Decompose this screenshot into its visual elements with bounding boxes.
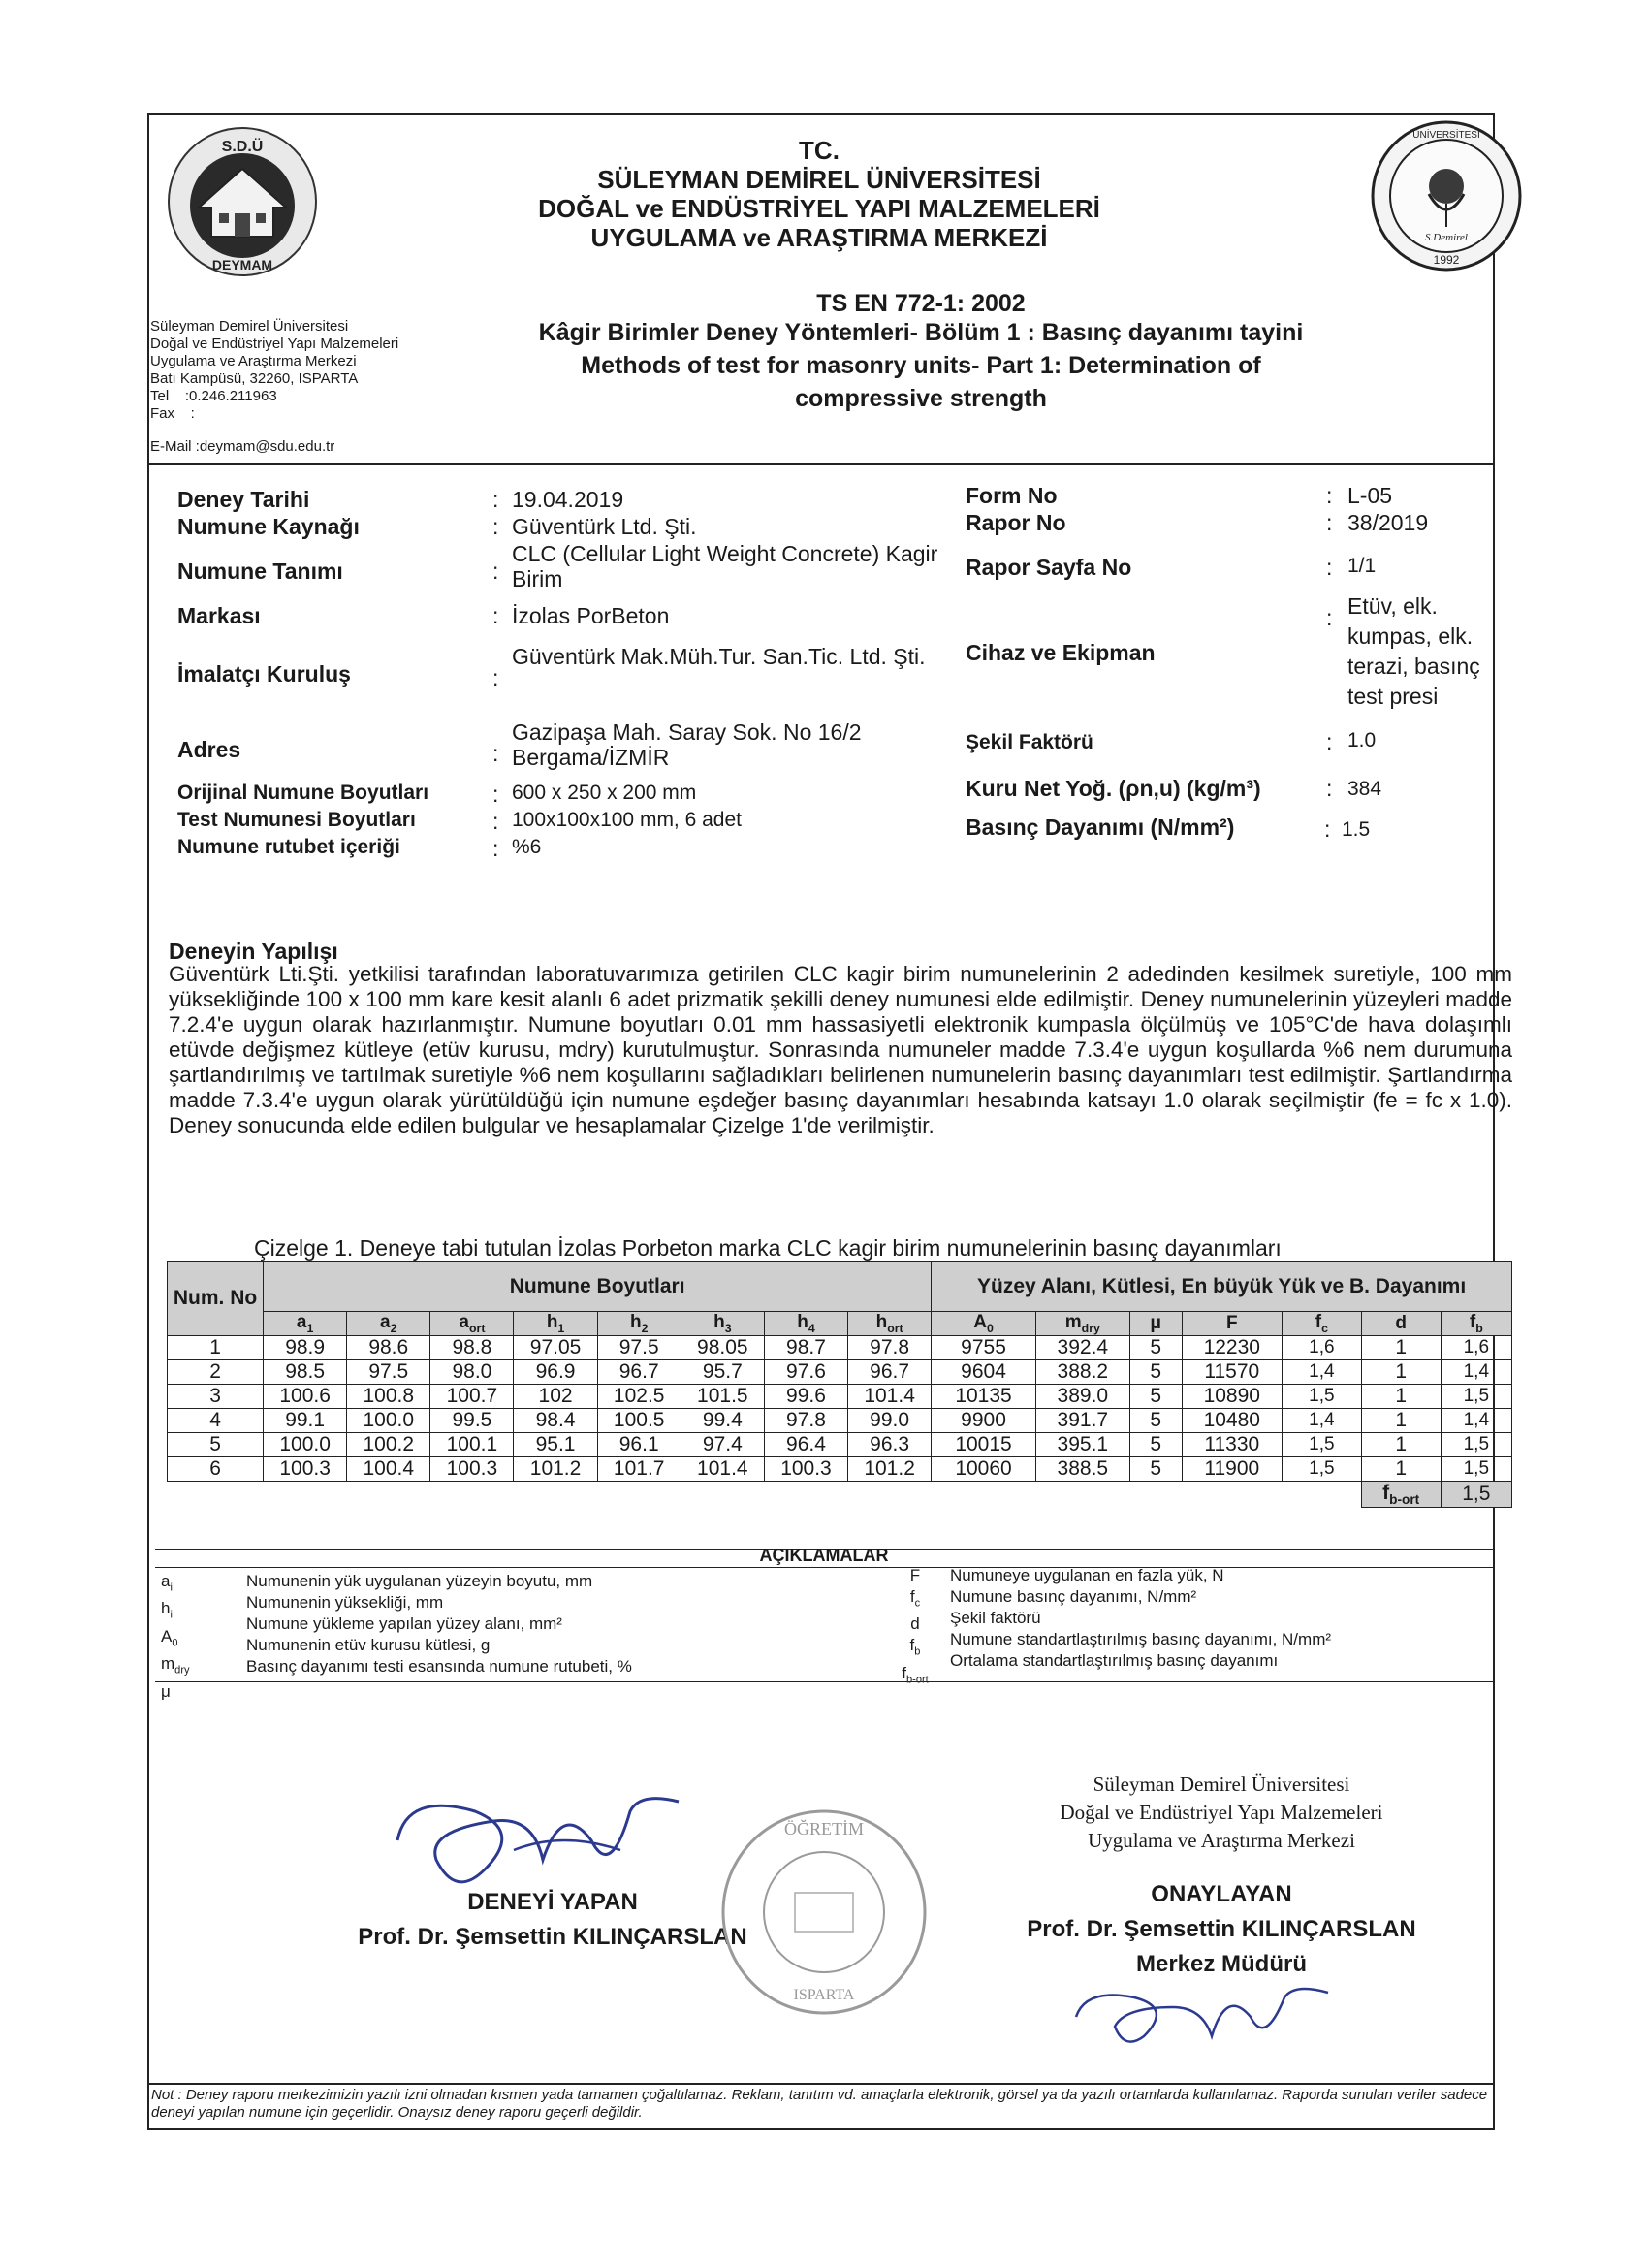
colon: : (492, 809, 499, 834)
table-cell: 99.0 (848, 1408, 932, 1432)
fb-ort-label: $f_{b-ort}$ (1361, 1481, 1441, 1507)
label-test-boyut: Test Numunesi Boyutları (177, 809, 416, 831)
legend-desc: Numune basınç dayanımı, N/mm² (950, 1587, 1197, 1606)
table-cell: 98.5 (264, 1359, 347, 1384)
legend-left-symbols (161, 1571, 190, 1703)
table-cell: 1 (1361, 1359, 1441, 1384)
label-deney-tarihi: Deney Tarihi (177, 487, 310, 512)
column-header-d: d (1361, 1312, 1441, 1336)
approver-institution (998, 1771, 1444, 1855)
address-fax: Fax : (150, 405, 195, 422)
value-deney-tarihi: 19.04.2019 (512, 487, 624, 512)
table-row (168, 1359, 1512, 1384)
label-rapor-sayfa: Rapor Sayfa No (966, 555, 1132, 580)
label-sekil-faktoru: Şekil Faktörü (966, 731, 1093, 753)
table-cell: 9900 (932, 1408, 1036, 1432)
value-orijinal-boyut: 600 x 250 x 200 mm (512, 782, 697, 804)
standard-title-tr: Kâgir Birimler Deney Yöntemleri- Bölüm 1 : Basınç dayanımı tayini (538, 319, 1304, 346)
table-cell: 6 (168, 1456, 264, 1481)
value-rutubet: %6 (512, 836, 542, 858)
table-cell: 96.3 (848, 1432, 932, 1456)
table-cell: 100.6 (264, 1384, 347, 1408)
right-signatory-name: Prof. Dr. Şemsettin KILINÇARSLAN (1027, 1916, 1416, 1942)
header-num-no: Num. No (168, 1262, 264, 1336)
table-cell: 1,6 (1441, 1335, 1511, 1359)
table-cell: 102.5 (597, 1384, 681, 1408)
column-header-fc: $f_c$ (1282, 1312, 1361, 1336)
table-cell: 10890 (1182, 1384, 1282, 1408)
value-kuru-net-yog: 384 (1347, 778, 1382, 800)
table-cell: 100.2 (347, 1432, 430, 1456)
column-header-mdry: $m_{dry}$ (1035, 1312, 1129, 1336)
procedure-text: Güventürk Lti.Şti. yetkilisi tarafından laboratuvarımıza getirilen CLC kagir birim numunelerinin 2 adedinden kesilmek suretiyle, 100 mm yüksekliğinde 100 x 100 mm kare kesit alanlı 6 adet prizmatik şekilli deney numunesi elde edilmiştir. Deney numunelerinin yüzeyleri madde 7.2.4'e uygun olarak hazırlanmıştır. Numune boyutları 0.01 mm hassasiyetli elektronik kumpasla ölçülmüş ve 105°C'de hava dolaşımlı etüvde değişmez kütleye (etüv kurusu, mdry) kurutulmuştur. Sonrasında numuneler madde 7.3.4'e uygun koşullarda %6 nem durumuna şartlandırılmış ve tartılmak suretiyle %6 nem koşullarını sağladıkları belirlenen numunelerin basınç dayanımları test edilmiştir. Şartlandırma madde 7.3.4'e uygun olarak yürütüldüğü için numune eşdeğer basınç dayanımları hesabında katsayı 1.0 olarak seçilmiştir (fe = fc x 1.0). Deney sonucunda elde edilen bulgular ve hesaplamalar Çizelge 1'de verilmiştir. (169, 962, 1512, 1137)
header-title-2: SÜLEYMAN DEMİREL ÜNİVERSİTESİ (597, 165, 1041, 194)
colon: : (492, 665, 499, 690)
colon: : (1326, 483, 1333, 508)
table-cell: 98.7 (764, 1335, 847, 1359)
colon: : (492, 559, 499, 584)
table-cell: 100.3 (764, 1456, 847, 1481)
legend-sym-a0: $A_0$ (161, 1626, 178, 1649)
value-cihaz: Etüv, elk. kumpas, elk. terazi, basınç test presi (1347, 593, 1480, 709)
table-cell: 100.0 (264, 1432, 347, 1456)
colon: : (492, 603, 499, 628)
table-cell: 97.05 (514, 1335, 597, 1359)
table-cell: 98.4 (514, 1408, 597, 1432)
right-signatory-role: ONAYLAYAN (1151, 1881, 1292, 1907)
table-cell: 101.5 (681, 1384, 764, 1408)
colon: : (492, 487, 499, 512)
table-cell: 391.7 (1035, 1408, 1129, 1432)
table-body (168, 1335, 1512, 1481)
left-signatory-role: DENEYİ YAPAN (467, 1889, 638, 1915)
table-cell: 102 (514, 1384, 597, 1408)
value-rapor-sayfa: 1/1 (1347, 555, 1377, 577)
legend-rule-bottom (155, 1681, 1493, 1682)
table-cell: 3 (168, 1384, 264, 1408)
table-cell: 101.4 (681, 1456, 764, 1481)
value-numune-kaynagi: Güventürk Ltd. Şti. (512, 514, 697, 539)
table-cell: 101.7 (597, 1456, 681, 1481)
header-numune-boyutlari: Numune Boyutları (264, 1262, 932, 1312)
svg-text:ÖĞRETİM: ÖĞRETİM (784, 1819, 864, 1838)
table-cell: 95.1 (514, 1432, 597, 1456)
table-cell: 97.8 (848, 1335, 932, 1359)
header-title-1: TC. (799, 136, 840, 165)
table-cell: 1 (1361, 1432, 1441, 1456)
column-header-h4: $h_4$ (764, 1312, 847, 1336)
table-cell: 1,4 (1441, 1408, 1511, 1432)
colon: : (492, 836, 499, 861)
address-line-2: Doğal ve Endüstriyel Yapı Malzemeleri (150, 335, 399, 352)
legend-sym-d: d (910, 1614, 920, 1634)
table-cell: 96.9 (514, 1359, 597, 1384)
label-numune-tanimi: Numune Tanımı (177, 559, 343, 584)
table-cell: 96.4 (764, 1432, 847, 1456)
university-seal-icon (1369, 118, 1524, 273)
address-phone: Tel :0.246.211963 (150, 388, 277, 404)
standard-code: TS EN 772-1: 2002 (816, 290, 1026, 317)
legend-desc: Numunenin yük uygulanan yüzeyin boyutu, mm (246, 1572, 593, 1590)
header-title-4: UYGULAMA ve ARAŞTIRMA MERKEZİ (590, 223, 1048, 252)
table-cell: 96.7 (848, 1359, 932, 1384)
table-cell: 100.7 (430, 1384, 514, 1408)
table-cell: 100.5 (597, 1408, 681, 1432)
column-header-F: F (1182, 1312, 1282, 1336)
label-imalatci: İmalatçı Kuruluş (177, 661, 351, 687)
legend-desc: Numunenin etüv kurusu kütlesi, g (246, 1636, 491, 1654)
table-cell: 99.4 (681, 1408, 764, 1432)
table-cell: 1,6 (1282, 1335, 1361, 1359)
column-header-fb: $f_b$ (1441, 1312, 1511, 1336)
table-cell: 100.4 (347, 1456, 430, 1481)
table-row (168, 1408, 1512, 1432)
footer-divider (147, 2083, 1495, 2085)
legend-sym-mu: μ (161, 1681, 171, 1701)
table-cell: 100.1 (430, 1432, 514, 1456)
table-cell: 9604 (932, 1359, 1036, 1384)
value-test-boyut: 100x100x100 mm, 6 adet (512, 809, 742, 831)
table-row (168, 1456, 1512, 1481)
table-cell: 392.4 (1035, 1335, 1129, 1359)
table-cell: 101.4 (848, 1384, 932, 1408)
colon: : (1326, 605, 1333, 630)
column-header-h1: $h_1$ (514, 1312, 597, 1336)
table-cell: 11330 (1182, 1432, 1282, 1456)
spacer (168, 1481, 1362, 1507)
table-cell: 1,5 (1282, 1384, 1361, 1408)
legend-desc: Numune yükleme yapılan yüzey alanı, mm² (246, 1614, 562, 1633)
legend-desc: Şekil faktörü (950, 1609, 1041, 1627)
left-signatory-name: Prof. Dr. Şemsettin KILINÇARSLAN (358, 1924, 747, 1950)
table-cell: 11900 (1182, 1456, 1282, 1481)
table-cell: 99.5 (430, 1408, 514, 1432)
value-rapor-no: 38/2019 (1347, 510, 1429, 535)
legend-right-symbols (876, 1565, 954, 1690)
approver-inst-line-3: Uygulama ve Araştırma Merkezi (1088, 1829, 1355, 1852)
svg-text:1992: 1992 (1433, 253, 1460, 267)
value-basinc-dayanimi: 1.5 (1342, 818, 1371, 841)
colon: : (492, 514, 499, 539)
table-cell: 1 (168, 1335, 264, 1359)
svg-text:S.D.Ü: S.D.Ü (221, 139, 264, 155)
value-markasi: İzolas PorBeton (512, 603, 670, 628)
table-cell: 1 (1361, 1456, 1441, 1481)
legend-sym-ai: $a_i$ (161, 1572, 173, 1594)
approver-inst-line-1: Süleyman Demirel Üniversitesi (1093, 1773, 1350, 1796)
results-table (167, 1261, 1512, 1508)
table-cell: 388.5 (1035, 1456, 1129, 1481)
table-cell: 97.5 (597, 1335, 681, 1359)
table-cell: 100.0 (347, 1408, 430, 1432)
svg-text:DEYMAM: DEYMAM (211, 257, 273, 272)
table-cell: 5 (168, 1432, 264, 1456)
column-header-aort: $a_{ort}$ (430, 1312, 514, 1336)
table-caption: Çizelge 1. Deneye tabi tutulan İzolas Porbeton marka CLC kagir birim numunelerinin basınç dayanımları (254, 1235, 1282, 1261)
colon: : (492, 741, 499, 766)
label-orijinal-boyut: Orijinal Numune Boyutları (177, 782, 429, 804)
table-cell: 388.2 (1035, 1359, 1129, 1384)
table-cell: 1,5 (1441, 1456, 1511, 1481)
column-header-A0: $A_0$ (932, 1312, 1036, 1336)
svg-text:S.Demirel: S.Demirel (1425, 232, 1468, 243)
table-cell: 395.1 (1035, 1432, 1129, 1456)
table-cell: 1,4 (1282, 1408, 1361, 1432)
header-divider (147, 463, 1495, 465)
column-header-h3: $h_3$ (681, 1312, 764, 1336)
label-basinc-dayanimi: Basınç Dayanımı (N/mm²) (966, 815, 1235, 840)
table-cell: 1,5 (1282, 1432, 1361, 1456)
table-cell: 99.6 (764, 1384, 847, 1408)
table-cell: 101.2 (848, 1456, 932, 1481)
label-markasi: Markası (177, 603, 261, 628)
column-header-h2: $h_2$ (597, 1312, 681, 1336)
svg-text:ISPARTA: ISPARTA (793, 1987, 855, 2003)
colon: : (1326, 555, 1333, 580)
colon: : (1326, 776, 1333, 801)
table-cell: 101.2 (514, 1456, 597, 1481)
label-form-no: Form No (966, 483, 1058, 508)
table-cell: 11570 (1182, 1359, 1282, 1384)
table-cell: 9755 (932, 1335, 1036, 1359)
legend-sym-fc: $f_c$ (909, 1587, 921, 1610)
table-cell: 10060 (932, 1456, 1036, 1481)
table-cell: 5 (1129, 1456, 1182, 1481)
table-cell: 1,5 (1282, 1456, 1361, 1481)
table-cell: 100.3 (264, 1456, 347, 1481)
header-title-3: DOĞAL ve ENDÜSTRİYEL YAPI MALZEMELERİ (538, 194, 1100, 223)
signature-right-icon (1057, 1968, 1338, 2065)
label-kuru-net-yog: Kuru Net Yoğ. (ρn,u) (kg/m³) (966, 776, 1261, 801)
label-cihaz: Cihaz ve Ekipman (966, 640, 1156, 665)
address-line-1: Süleyman Demirel Üniversitesi (150, 318, 349, 335)
legend-sym-fb: $f_b$ (909, 1636, 921, 1658)
value-form-no: L-05 (1347, 483, 1393, 508)
table-cell: 96.7 (597, 1359, 681, 1384)
table-cell: 12230 (1182, 1335, 1282, 1359)
column-header-μ: μ (1129, 1312, 1182, 1336)
table-cell: 99.1 (264, 1408, 347, 1432)
legend-title: AÇIKLAMALAR (759, 1546, 889, 1565)
colon: : (1326, 510, 1333, 535)
table-cell: 5 (1129, 1384, 1182, 1408)
table-cell: 97.4 (681, 1432, 764, 1456)
table-cell: 1 (1361, 1335, 1441, 1359)
table-cell: 2 (168, 1359, 264, 1384)
table-cell: 5 (1129, 1432, 1182, 1456)
label-rutubet: Numune rutubet içeriği (177, 836, 400, 858)
colon: : (1326, 729, 1333, 754)
address-line-3: Uygulama ve Araştırma Merkezi (150, 353, 357, 369)
standard-title-en-2: compressive strength (795, 385, 1047, 412)
table-row (168, 1432, 1512, 1456)
table-cell: 97.5 (347, 1359, 430, 1384)
label-rapor-no: Rapor No (966, 510, 1066, 535)
table-cell: 10135 (932, 1384, 1036, 1408)
fb-ort-value: 1,5 (1441, 1481, 1511, 1507)
column-header-row (168, 1312, 1512, 1336)
legend-sym-mdry: $m_{dry}$ (161, 1654, 190, 1677)
legend-right-descs (950, 1565, 1331, 1672)
right-signatory-title: Merkez Müdürü (1135, 1951, 1307, 1977)
table-cell: 1,4 (1282, 1359, 1361, 1384)
label-adres: Adres (177, 737, 241, 762)
legend-desc: Numune standartlaştırılmış basınç dayanımı, N/mm² (950, 1630, 1332, 1648)
table-cell: 10015 (932, 1432, 1036, 1456)
label-numune-kaynagi: Numune Kaynağı (177, 514, 360, 539)
procedure-heading: Deneyin Yapılışı (169, 939, 338, 964)
table-cell: 5 (1129, 1335, 1182, 1359)
legend-desc: Ortalama standartlaştırılmış basınç dayanımı (950, 1651, 1279, 1670)
legend-sym-f: F (909, 1566, 921, 1584)
table-cell: 10480 (1182, 1408, 1282, 1432)
table-cell: 98.8 (430, 1335, 514, 1359)
legend-left-descs (246, 1571, 632, 1677)
table-cell: 98.0 (430, 1359, 514, 1384)
legend-sym-fbort: $f_{b-ort}$ (902, 1663, 929, 1686)
address-line-4: Batı Kampüsü, 32260, ISPARTA (150, 370, 359, 387)
table-cell: 1 (1361, 1384, 1441, 1408)
address-email[interactable]: E-Mail :deymam@sdu.edu.tr (150, 438, 335, 455)
table-cell: 98.9 (264, 1335, 347, 1359)
standard-title-en-1: Methods of test for masonry units- Part 1: Determination of (581, 352, 1261, 379)
table-cell: 4 (168, 1408, 264, 1432)
table-cell: 100.3 (430, 1456, 514, 1481)
table-cell: 100.8 (347, 1384, 430, 1408)
column-header-a2: $a_2$ (347, 1312, 430, 1336)
colon: : (1324, 816, 1331, 842)
table-cell: 5 (1129, 1408, 1182, 1432)
approver-inst-line-2: Doğal ve Endüstriyel Yapı Malzemeleri (1060, 1801, 1383, 1824)
table-row (168, 1335, 1512, 1359)
footnote: Not : Deney raporu merkezimizin yazılı izni olmadan kısmen yada tamamen çoğaltılamaz. Reklam, tanıtım vd. amaçlarla elektronik, görsel ya da yazılı ortamlarda kullanılamaz. Raporda sunulan veriler sadece deneyi yapılan numune için geçerlidir. Onaysız deney raporu geçerli değildir. (151, 2087, 1488, 2121)
legend-desc: Basınç dayanımı testi esansında numune rutubeti, % (246, 1657, 632, 1676)
header-yuzey-alani: Yüzey Alanı, Kütlesi, En büyük Yük ve B. Dayanımı (932, 1262, 1512, 1312)
legend-desc: Numuneye uygulanan en fazla yük, N (950, 1566, 1224, 1584)
table-cell: 96.1 (597, 1432, 681, 1456)
value-imalatci: Güventürk Mak.Müh.Tur. San.Tic. Ltd. Şti. (512, 644, 926, 669)
table-cell: 389.0 (1035, 1384, 1129, 1408)
column-header-a1: $a_1$ (264, 1312, 347, 1336)
legend-sym-hi: $h_i$ (161, 1599, 173, 1621)
table-cell: 98.05 (681, 1335, 764, 1359)
stamp-icon (717, 1805, 931, 2019)
value-adres: Gazipaşa Mah. Saray Sok. No 16/2 Bergama/İZMİR (512, 719, 862, 770)
table-cell: 1,5 (1441, 1384, 1511, 1408)
svg-text:ÜNİVERSİTESİ: ÜNİVERSİTESİ (1412, 130, 1480, 141)
table-cell: 97.6 (764, 1359, 847, 1384)
table-cell: 5 (1129, 1359, 1182, 1384)
deymam-logo-icon (165, 124, 320, 279)
table-cell: 95.7 (681, 1359, 764, 1384)
colon: : (492, 782, 499, 807)
table-cell: 1,5 (1441, 1432, 1511, 1456)
value-sekil-faktoru: 1.0 (1347, 729, 1377, 751)
table-cell: 1 (1361, 1408, 1441, 1432)
column-header-hort: $h_{ort}$ (848, 1312, 932, 1336)
legend-desc: Numunenin yüksekliği, mm (246, 1593, 444, 1612)
table-cell: 97.8 (764, 1408, 847, 1432)
table-cell: 98.6 (347, 1335, 430, 1359)
value-numune-tanimi: CLC (Cellular Light Weight Concrete) Kagir Birim (512, 541, 938, 591)
table-row (168, 1384, 1512, 1408)
table-cell: 1,4 (1441, 1359, 1511, 1384)
